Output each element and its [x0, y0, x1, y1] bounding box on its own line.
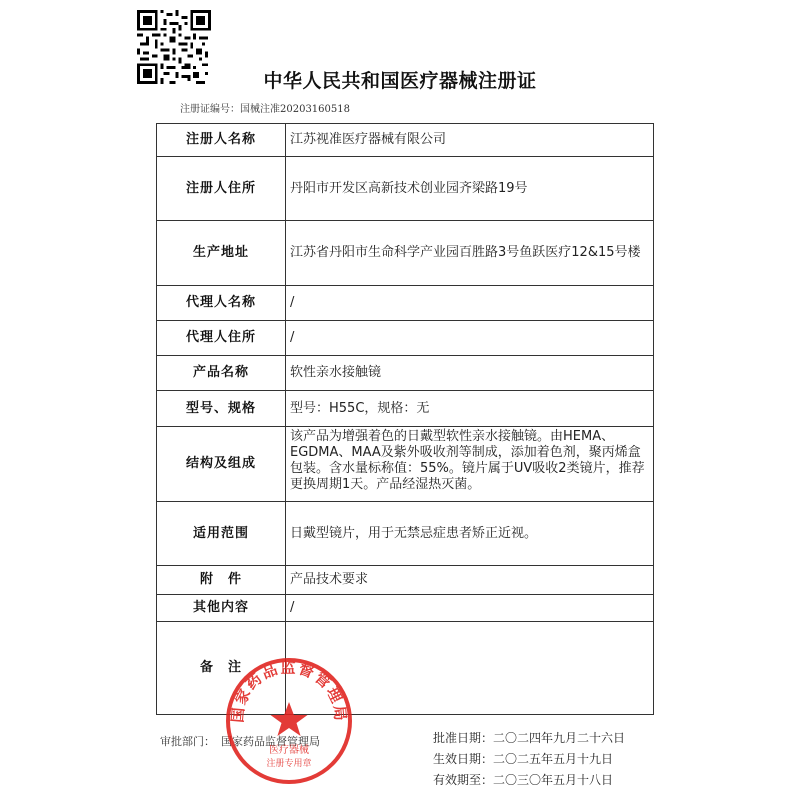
- row-label: 代理人名称: [157, 286, 286, 321]
- table-row: [157, 157, 654, 221]
- approval-date: 批准日期：二〇二四年九月二十六日: [433, 731, 626, 745]
- table-row: [157, 391, 654, 427]
- svg-text:医疗器械: 医疗器械: [269, 745, 309, 756]
- document-title: 中华人民共和国医疗器械注册证: [263, 70, 537, 92]
- expiry-date: 有效期至：二〇三〇年五月十八日: [433, 773, 614, 787]
- row-label: 其他内容: [157, 595, 286, 622]
- svg-text:注册专用章: 注册专用章: [266, 759, 312, 769]
- table-row: [157, 356, 654, 391]
- row-label: 代理人住所: [157, 321, 286, 356]
- row-label: 生产地址: [157, 221, 286, 286]
- row-label: 注册人住所: [157, 157, 286, 221]
- row-value: 江苏视准医疗器械有限公司: [286, 124, 654, 157]
- approval-department-label: 审批部门：: [160, 735, 215, 748]
- row-label: 适用范围: [157, 502, 286, 566]
- table-row: [157, 595, 654, 622]
- certificate-table: [156, 123, 654, 715]
- table-row: [157, 321, 654, 356]
- effective-date: 生效日期：二〇二五年五月十九日: [433, 752, 614, 766]
- row-value: /: [286, 321, 654, 356]
- table-row: [157, 566, 654, 595]
- row-label: 产品名称: [157, 356, 286, 391]
- row-value: 型号：H55C，规格：无: [286, 391, 654, 427]
- row-label: 结构及组成: [157, 427, 286, 502]
- approval-department-name: 国家药品监督管理局: [221, 735, 320, 748]
- registration-number: 注册证编号：国械注准20203160518: [180, 104, 350, 115]
- row-value: 该产品为增强着色的日戴型软性亲水接触镜。由HEMA、EGDMA、MAA及紫外吸收剂等制成，添加着色剂，聚丙烯盒包装。含水量标称值：55%。镜片属于UV吸收2类镜片，推荐更换周期1天。产品经湿热灭菌。: [286, 427, 654, 502]
- row-label: 附 件: [157, 566, 286, 595]
- table-row: [157, 221, 654, 286]
- row-value: 产品技术要求: [286, 566, 654, 595]
- row-value: 江苏省丹阳市生命科学产业园百胜路3号鱼跃医疗12&15号楼: [286, 221, 654, 286]
- table-row: [157, 286, 654, 321]
- official-seal-stamp: [224, 656, 354, 786]
- row-label: 型号、规格: [157, 391, 286, 427]
- row-value: /: [286, 286, 654, 321]
- svg-text:国家药品监督管理局: 国家药品监督管理局: [228, 658, 350, 724]
- row-label: 备 注: [157, 622, 286, 715]
- date-block: [433, 728, 625, 791]
- row-value: 软性亲水接触镜: [286, 356, 654, 391]
- table-row: [157, 124, 654, 157]
- row-value: 丹阳市开发区高新技术创业园齐梁路19号: [286, 157, 654, 221]
- row-label: 注册人名称: [157, 124, 286, 157]
- row-value: 日戴型镜片，用于无禁忌症患者矫正近视。: [286, 502, 654, 566]
- table-row: [157, 502, 654, 566]
- table-row: [157, 427, 654, 502]
- row-value: /: [286, 595, 654, 622]
